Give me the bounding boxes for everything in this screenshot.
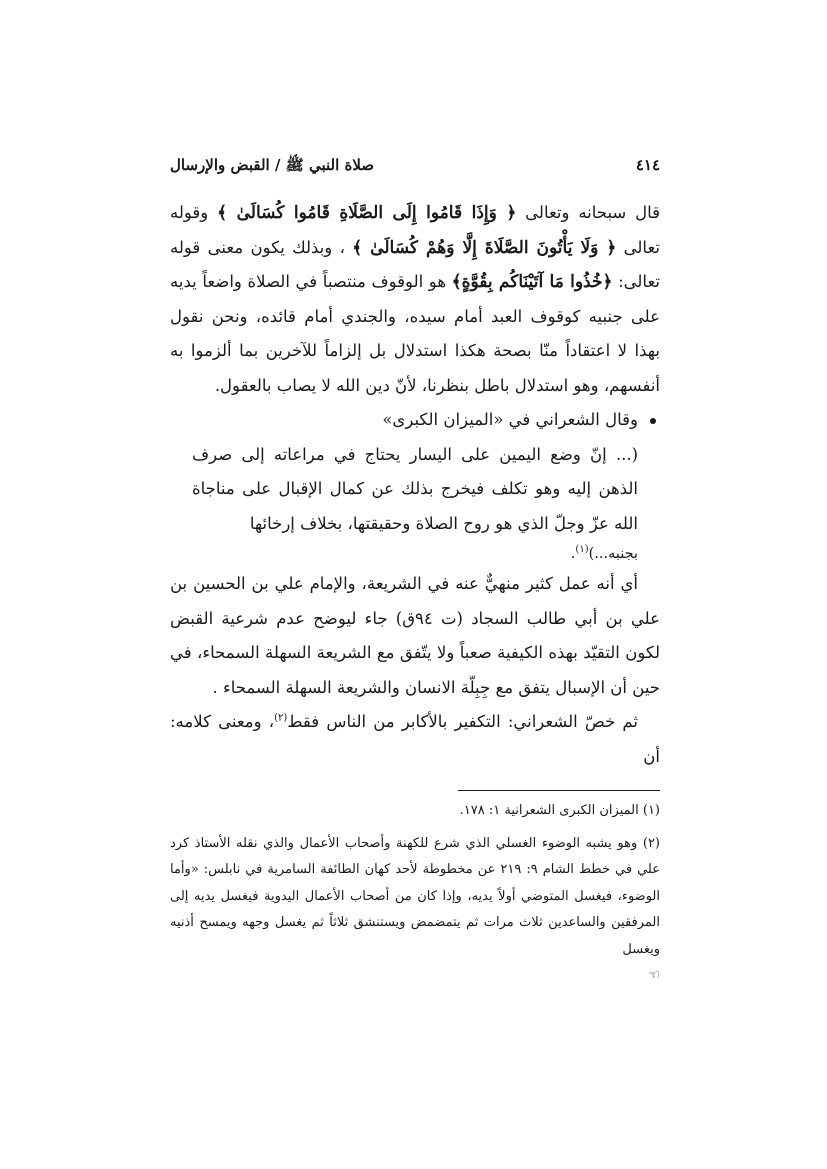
paragraph-1 bbox=[170, 196, 660, 403]
footnote-2-text: (٢) وهو يشبه الوضوء الغسلي الذي شرع للكهنة وأصحاب الأعمال والذي نقله الأستاذ كرد علي في خطط الشام ٩: ٢١٩ عن مخطوطة لأحد كهان الطائفة السامرية في نابلس: «وأما الوضوء، فيغسل المتوضي أولاً يديه، وإذا كان من أصحاب الأعمال اليدوية فيغسل يديه إلى المرفقين والساعدين ثلاث مرات ثم يتمضمض ويستنشق ثلاثاً ثم يغسل وجهه ويمسح أذنيه ويغسل bbox=[170, 835, 660, 957]
bullet-item bbox=[170, 403, 660, 438]
quotation-tail-text: بجنبه...) bbox=[588, 546, 638, 562]
running-title: صلاة النبي ﷺ / القبض والإرسال bbox=[170, 156, 375, 174]
quran-verse-1: ﴿ وَإِذَا قَامُوا إِلَى الصَّلَاةِ قَامُوا كُسَالَىٰ ﴾ bbox=[217, 203, 517, 223]
paragraph-1-connector: وقوله تعالى bbox=[170, 203, 660, 257]
continuation-mark-icon: ☜ bbox=[648, 968, 660, 983]
paragraph-1-rest: هو الوقوف منتصباً في الصلاة واضعاً يديه على جنبيه كوقوف العبد أمام سيده، والجندي أمام قائده، ونحن نقول بهذا لا اعتقاداً منّا بصحة هكذا استدلال بل إلزاماً للآخرين بما ألزموا به أنفسهم، وهو استدلال باطل بنظرنا، لأنّ دين الله لا يصاب بالعقول. bbox=[170, 272, 660, 395]
paragraph-2: أي أنه عمل كثير منهيٌّ عنه في الشريعة، والإمام علي بن الحسين بن علي بن أبي طالب السجاد (ت ٩٤ق) جاء ليوضح عدم شرعية القبض لكون التقيّد بهذه الكيفية صعباً ولا يتّفق مع الشريعة السهلة السمحاء، في حين أن الإسبال يتفق مع جِبِلّة الانسان والشريعة السهلة السمحاء . bbox=[170, 574, 660, 697]
footnote-2 bbox=[170, 831, 660, 990]
quotation-end: . bbox=[570, 546, 576, 562]
footnote-divider bbox=[458, 790, 660, 791]
page-header bbox=[170, 156, 660, 180]
footnote-1: (١) الميزان الكبرى الشعرانية ١: ١٧٨. bbox=[459, 803, 660, 818]
page-number: ٤١٤ bbox=[635, 156, 660, 174]
paragraph-3-before: ثم خصّ الشعراني: التكفير بالأكابر من الناس فقط bbox=[287, 712, 638, 731]
quotation-tail bbox=[192, 541, 638, 567]
footnote-ref-2: (٢) bbox=[274, 712, 288, 724]
quotation-text: (... إنّ وضع اليمين على اليسار يحتاج في مراعاته إلى صرف الذهن إليه وهو تكلف فيخرج بذلك عن كمال الإقبال على مناجاة الله عزّ وجلّ الذي هو روح الصلاة وحقيقتها، بخلاف إرخائها bbox=[192, 444, 638, 533]
quotation-block bbox=[170, 438, 660, 568]
quran-verse-2: ﴿ وَلَا يَأْتُونَ الصَّلَاةَ إِلَّا وَهُمْ كُسَالَىٰ ﴾ bbox=[352, 237, 617, 258]
paragraph-3-after: ، ومعنى كلامه: أن bbox=[170, 712, 660, 766]
paragraph-1-intro: قال سبحانه وتعالى bbox=[516, 203, 661, 222]
footnotes bbox=[170, 798, 660, 996]
quran-verse-3: ﴿خُذُوا مَا آتَيْنَاكُم بِقُوَّةٍ﴾ bbox=[451, 272, 613, 292]
bullet-dot-icon bbox=[650, 418, 656, 424]
main-text bbox=[170, 196, 660, 774]
bullet-text: وقال الشعراني في «الميزان الكبرى» bbox=[382, 410, 638, 429]
paragraph-3 bbox=[170, 705, 660, 774]
footnote-ref-1: (١) bbox=[575, 544, 589, 556]
paragraph-1-middle: ، وبذلك يكون معنى قوله تعالى: bbox=[170, 237, 660, 291]
